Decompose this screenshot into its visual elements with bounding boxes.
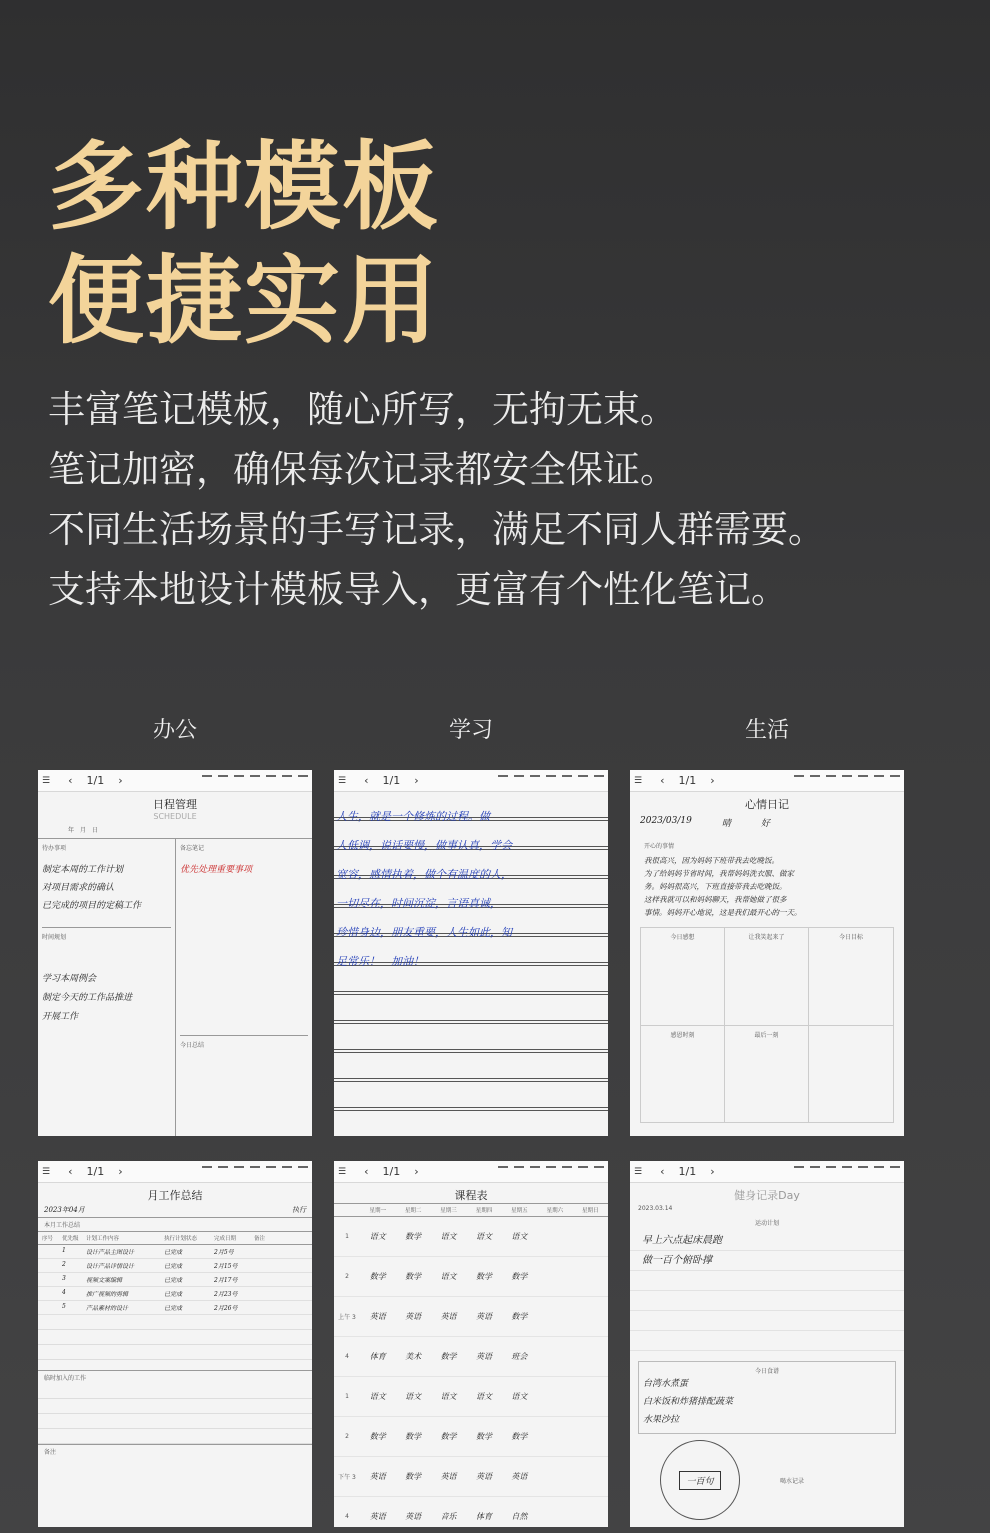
day-header: 星期一 <box>369 1208 386 1214</box>
todo-item: 已完成的项目的定稿工作 <box>42 901 142 911</box>
course-cell[interactable]: 数学 <box>511 1312 528 1321</box>
plan-item: 学习本周例会 <box>42 974 97 984</box>
table-cell <box>42 1303 62 1312</box>
undo-icon[interactable] <box>266 775 276 787</box>
course-cell[interactable]: 自然 <box>511 1512 528 1521</box>
share-icon[interactable] <box>298 1166 308 1178</box>
select-icon[interactable] <box>250 1166 260 1178</box>
course-cell[interactable]: 英语 <box>440 1312 457 1321</box>
course-cell[interactable]: 班会 <box>511 1352 528 1361</box>
table-cell: 已完成 <box>164 1291 183 1298</box>
course-cell[interactable]: 英语 <box>369 1312 386 1321</box>
page-title: 心情日记 <box>745 798 789 811</box>
page-title: 日程管理 <box>153 798 197 811</box>
description-line: 笔记加密，确保每次记录都安全保证。 <box>48 448 677 491</box>
timetable-row <box>334 1297 608 1337</box>
timetable-row <box>334 1217 608 1257</box>
toolbar <box>630 1161 904 1183</box>
course-cell[interactable]: 数学 <box>405 1432 422 1441</box>
undo-icon[interactable] <box>266 1166 276 1178</box>
course-cell[interactable]: 体育 <box>369 1352 386 1361</box>
table-cell: 2 <box>62 1261 66 1268</box>
table-row <box>38 1245 312 1259</box>
period-number: 上午 3 <box>338 1314 356 1321</box>
toolbar <box>334 1161 608 1183</box>
table-cell: 产品素材的设计 <box>86 1305 129 1312</box>
redo-icon[interactable] <box>874 1166 884 1178</box>
course-cell[interactable]: 语文 <box>511 1392 528 1401</box>
course-cell[interactable]: 数学 <box>475 1432 492 1441</box>
back-icon[interactable]: ‹ <box>364 1165 369 1178</box>
forward-icon[interactable]: › <box>414 774 419 787</box>
course-cell[interactable]: 数学 <box>405 1272 422 1281</box>
col-header: 计划工作内容 <box>86 1236 120 1242</box>
share-icon[interactable] <box>594 1166 604 1178</box>
notes-label: 备忘笔记 <box>180 845 205 852</box>
shape-icon[interactable] <box>234 1166 244 1178</box>
todo-label: 待办事项 <box>42 845 67 852</box>
undo-icon[interactable] <box>858 775 868 787</box>
template-fitness-card[interactable] <box>630 1161 904 1527</box>
description-line: 支持本地设计模板导入，更富有个性化笔记。 <box>48 568 788 611</box>
todo-item: 对项目需求的确认 <box>42 883 115 893</box>
course-cell[interactable]: 数学 <box>511 1272 528 1281</box>
eraser-icon[interactable] <box>810 775 820 787</box>
badge-text: 一百句 <box>679 1471 720 1490</box>
timetable-row <box>334 1257 608 1297</box>
timetable-row <box>334 1497 608 1527</box>
table-cell: 设计产品主图设计 <box>86 1249 135 1256</box>
course-cell[interactable]: 语文 <box>475 1392 492 1401</box>
table-cell: 已完成 <box>164 1263 183 1270</box>
box-label: 今日目标 <box>838 934 863 941</box>
summary-label: 今日总结 <box>180 1035 308 1049</box>
diary-line: 为了给妈妈节省时间，我帮妈妈洗衣服、做家 <box>644 869 794 878</box>
hero-heading <box>48 130 440 358</box>
diary-line: 务。妈妈很高兴，下班直接带我去吃晚饭。 <box>644 882 787 891</box>
course-cell[interactable]: 语文 <box>440 1272 457 1281</box>
eraser-icon[interactable] <box>514 775 524 787</box>
section-label: 备注 <box>38 1444 312 1458</box>
course-cell[interactable]: 英语 <box>369 1512 386 1521</box>
shape-icon[interactable] <box>826 1166 836 1178</box>
table-cell <box>254 1303 308 1312</box>
pen-icon[interactable] <box>498 1166 508 1178</box>
page-indicator: 1/1 <box>86 1165 105 1178</box>
redo-icon[interactable] <box>282 1166 292 1178</box>
table-cell: 已完成 <box>164 1305 183 1312</box>
col-header: 备注 <box>254 1236 266 1242</box>
timetable-row <box>334 1457 608 1497</box>
table-row <box>38 1287 312 1301</box>
fitness-date: 2023.03.14 <box>638 1205 673 1212</box>
period-number: 1 <box>345 1233 349 1240</box>
menu-icon[interactable]: ☰ <box>42 775 51 786</box>
select-icon[interactable] <box>842 1166 852 1178</box>
forward-icon[interactable]: › <box>118 774 123 787</box>
toolbar <box>630 770 904 792</box>
undo-icon[interactable] <box>858 1166 868 1178</box>
table-cell: 2月15号 <box>214 1263 238 1270</box>
redo-icon[interactable] <box>578 1166 588 1178</box>
diary-line: 事情。妈妈开心地说，这是我们最开心的一天。 <box>644 908 802 917</box>
template-study-card[interactable] <box>334 770 608 1136</box>
day-header: 星期六 <box>546 1208 564 1214</box>
diary-mood: 好 <box>760 819 770 829</box>
pen-icon[interactable] <box>202 775 212 787</box>
timetable-row <box>334 1417 608 1457</box>
table-cell: 已完成 <box>164 1249 183 1256</box>
course-cell[interactable]: 数学 <box>511 1432 528 1441</box>
course-cell[interactable]: 语文 <box>440 1232 457 1241</box>
course-cell[interactable]: 数学 <box>405 1232 422 1241</box>
page-indicator: 1/1 <box>382 774 401 787</box>
table-cell <box>254 1247 308 1256</box>
template-monthly-card[interactable] <box>38 1161 312 1527</box>
box-label: 感恩时刻 <box>641 1025 725 1123</box>
course-cell[interactable]: 美术 <box>405 1352 422 1361</box>
undo-icon[interactable] <box>562 775 572 787</box>
template-timetable-card[interactable] <box>334 1161 608 1527</box>
badge-circle <box>660 1440 740 1520</box>
table-cell: 设计产品详情设计 <box>86 1263 135 1270</box>
task-item: 做一百个俯卧撑 <box>642 1255 712 1266</box>
table-cell: 推广视频的剪辑 <box>86 1291 129 1298</box>
handwritten-line: 一切尽在，时间沉淀，言语真诚， <box>336 897 501 910</box>
handwritten-line: 珍惜身边，朋友重要，人生如此，知 <box>336 926 512 939</box>
course-cell[interactable]: 英语 <box>405 1512 422 1521</box>
diet-item: 台湾水煮蛋 <box>643 1379 689 1389</box>
menu-icon[interactable]: ☰ <box>338 1166 347 1177</box>
period-number: 2 <box>345 1273 349 1280</box>
table-cell <box>254 1289 308 1298</box>
diet-label: 今日食谱 <box>754 1368 779 1375</box>
pen-icon[interactable] <box>794 1166 804 1178</box>
hero-line-2: 便捷实用 <box>48 245 440 357</box>
course-cell[interactable]: 数学 <box>440 1432 457 1441</box>
select-icon[interactable] <box>546 1166 556 1178</box>
template-diary-card[interactable] <box>630 770 904 1136</box>
table-cell <box>42 1275 62 1284</box>
diet-item: 水果沙拉 <box>643 1415 680 1425</box>
section-label: 开心的事情 <box>644 843 675 850</box>
timetable-row <box>334 1337 608 1377</box>
month-date: 2023年04月 <box>44 1206 85 1214</box>
course-cell[interactable]: 英语 <box>405 1312 422 1321</box>
pen-icon[interactable] <box>794 775 804 787</box>
page-title: 课程表 <box>454 1189 488 1202</box>
table-cell: 2月5号 <box>214 1249 234 1256</box>
select-icon[interactable] <box>546 775 556 787</box>
menu-icon[interactable]: ☰ <box>634 1166 643 1177</box>
diet-item: 白米饭和炸猪排配蔬菜 <box>643 1397 734 1407</box>
date-row: 年 月 日 <box>68 827 99 834</box>
course-cell[interactable]: 语文 <box>475 1232 492 1241</box>
page-title: 健身记录Day <box>734 1189 800 1202</box>
description <box>48 380 825 620</box>
col-header: 序号 <box>42 1236 54 1242</box>
share-icon[interactable] <box>594 775 604 787</box>
course-cell[interactable]: 语文 <box>511 1232 528 1241</box>
shape-icon[interactable] <box>826 775 836 787</box>
task-item: 早上六点起床晨跑 <box>642 1235 722 1246</box>
template-schedule-card[interactable] <box>38 770 312 1136</box>
forward-icon[interactable]: › <box>710 774 715 787</box>
category-study: 学习 <box>448 718 493 743</box>
back-icon[interactable]: ‹ <box>660 1165 665 1178</box>
page-indicator: 1/1 <box>678 774 697 787</box>
water-label: 喝水记录 <box>780 1477 805 1485</box>
day-header: 星期三 <box>440 1208 457 1214</box>
course-cell[interactable]: 英语 <box>369 1472 386 1481</box>
diary-line: 这样我就可以和妈妈聊天，我帮她做了很多 <box>644 895 787 904</box>
day-header: 星期日 <box>582 1208 599 1214</box>
page-indicator: 1/1 <box>678 1165 697 1178</box>
col-header: 完成日期 <box>214 1236 237 1242</box>
plan-item: 制定今天的工作品推进 <box>42 993 133 1003</box>
period-number: 1 <box>345 1393 349 1400</box>
forward-icon[interactable]: › <box>710 1165 715 1178</box>
col-header: 优先级 <box>62 1236 79 1242</box>
diary-date: 2023/03/19 <box>640 816 692 826</box>
plan-item: 开展工作 <box>42 1012 79 1022</box>
table-cell <box>254 1261 308 1270</box>
table-cell: 2月17号 <box>214 1277 238 1284</box>
table-cell: 1 <box>62 1247 66 1254</box>
course-cell[interactable]: 数学 <box>369 1432 386 1441</box>
select-icon[interactable] <box>250 775 260 787</box>
section-label: 本月工作总结 <box>38 1217 312 1231</box>
col-header: 执行计划状态 <box>164 1236 198 1242</box>
eraser-icon[interactable] <box>810 1166 820 1178</box>
redo-icon[interactable] <box>282 775 292 787</box>
eraser-icon[interactable] <box>218 1166 228 1178</box>
pen-icon[interactable] <box>202 1166 212 1178</box>
period-number: 2 <box>345 1433 349 1440</box>
table-row <box>38 1259 312 1273</box>
table-cell <box>254 1275 308 1284</box>
diary-line: 我很高兴，因为妈妈下班带我去吃晚饭。 <box>644 856 779 865</box>
menu-icon[interactable]: ☰ <box>42 1166 51 1177</box>
page-title: 月工作总结 <box>147 1189 203 1202</box>
table-cell: 4 <box>62 1289 66 1296</box>
share-icon[interactable] <box>298 775 308 787</box>
period-number: 4 <box>345 1353 349 1360</box>
table-cell: 5 <box>62 1303 66 1310</box>
forward-icon[interactable]: › <box>414 1165 419 1178</box>
share-icon[interactable] <box>890 1166 900 1178</box>
shape-icon[interactable] <box>530 1166 540 1178</box>
page-subtitle: SCHEDULE <box>153 812 197 821</box>
back-icon[interactable]: ‹ <box>68 774 73 787</box>
toolbar <box>38 770 312 792</box>
section-label: 运动计划 <box>754 1220 779 1227</box>
course-cell[interactable]: 英语 <box>475 1472 492 1481</box>
redo-icon[interactable] <box>874 775 884 787</box>
period-number: 4 <box>345 1513 349 1520</box>
handwritten-line: 足常乐！ 加油！ <box>336 955 424 968</box>
table-cell <box>42 1247 62 1256</box>
todo-item: 制定本周的工作计划 <box>42 865 124 875</box>
page-indicator: 1/1 <box>382 1165 401 1178</box>
owner-name: 执行 <box>292 1206 306 1214</box>
table-cell: 已完成 <box>164 1277 183 1284</box>
table-cell: 3 <box>62 1275 66 1282</box>
course-cell[interactable]: 英语 <box>475 1312 492 1321</box>
note-text: 优先处理重要事项 <box>180 865 253 875</box>
section-label: 临时加入的工作 <box>38 1370 312 1384</box>
menu-icon[interactable]: ☰ <box>338 775 347 786</box>
redo-icon[interactable] <box>578 775 588 787</box>
back-icon[interactable]: ‹ <box>660 774 665 787</box>
share-icon[interactable] <box>890 775 900 787</box>
pen-icon[interactable] <box>498 775 508 787</box>
table-cell: 视频文案编辑 <box>86 1277 123 1284</box>
menu-icon[interactable]: ☰ <box>634 775 643 786</box>
course-cell[interactable]: 数学 <box>475 1272 492 1281</box>
timetable-row <box>334 1377 608 1417</box>
day-header: 星期五 <box>511 1208 528 1214</box>
page-indicator: 1/1 <box>86 774 105 787</box>
box-label: 让我笑起来了 <box>725 928 809 1025</box>
back-icon[interactable]: ‹ <box>68 1165 73 1178</box>
course-cell[interactable]: 英语 <box>511 1472 528 1481</box>
shape-icon[interactable] <box>530 775 540 787</box>
box-label: 最后一刻 <box>725 1025 809 1123</box>
category-life: 生活 <box>744 718 789 743</box>
day-header: 星期四 <box>475 1208 493 1214</box>
course-cell[interactable]: 数学 <box>440 1352 457 1361</box>
diary-weather: 晴 <box>721 819 731 829</box>
table-row <box>38 1301 312 1315</box>
forward-icon[interactable]: › <box>118 1165 123 1178</box>
table-cell: 2月26号 <box>214 1305 238 1312</box>
eraser-icon[interactable] <box>514 1166 524 1178</box>
day-header: 星期二 <box>404 1208 422 1214</box>
table-cell: 2月23号 <box>214 1291 238 1298</box>
category-office: 办公 <box>152 718 197 743</box>
period-number: 下午 3 <box>338 1474 356 1481</box>
course-cell[interactable]: 语文 <box>440 1392 457 1401</box>
back-icon[interactable]: ‹ <box>364 774 369 787</box>
shape-icon[interactable] <box>234 775 244 787</box>
undo-icon[interactable] <box>562 1166 572 1178</box>
time-label: 时间规划 <box>42 927 171 941</box>
table-cell <box>42 1261 62 1270</box>
toolbar <box>38 1161 312 1183</box>
hero-line-1: 多种模板 <box>48 131 440 243</box>
course-cell[interactable]: 数学 <box>369 1272 386 1281</box>
table-cell <box>42 1289 62 1298</box>
eraser-icon[interactable] <box>218 775 228 787</box>
description-line: 丰富笔记模板，随心所写，无拘无束。 <box>48 388 677 431</box>
box-label: 今日感想 <box>641 928 725 1025</box>
course-cell[interactable]: 语文 <box>369 1392 386 1401</box>
handwritten-line: 人生，就是一个修炼的过程。做 <box>336 810 490 823</box>
select-icon[interactable] <box>842 775 852 787</box>
description-line: 不同生活场景的手写记录，满足不同人群需要。 <box>48 508 825 551</box>
toolbar <box>334 770 608 792</box>
handwritten-line: 宽容，感情执着，做个有温度的人， <box>336 868 512 881</box>
handwritten-line: 人低调，说话要慢，做事认真，学会 <box>336 839 512 852</box>
course-cell[interactable]: 数学 <box>405 1472 422 1481</box>
course-cell[interactable]: 语文 <box>405 1392 422 1401</box>
course-cell[interactable]: 体育 <box>475 1512 492 1521</box>
course-cell[interactable]: 语文 <box>369 1232 386 1241</box>
course-cell[interactable]: 音乐 <box>440 1512 457 1521</box>
table-row <box>38 1273 312 1287</box>
course-cell[interactable]: 英语 <box>475 1352 492 1361</box>
course-cell[interactable]: 英语 <box>440 1472 457 1481</box>
